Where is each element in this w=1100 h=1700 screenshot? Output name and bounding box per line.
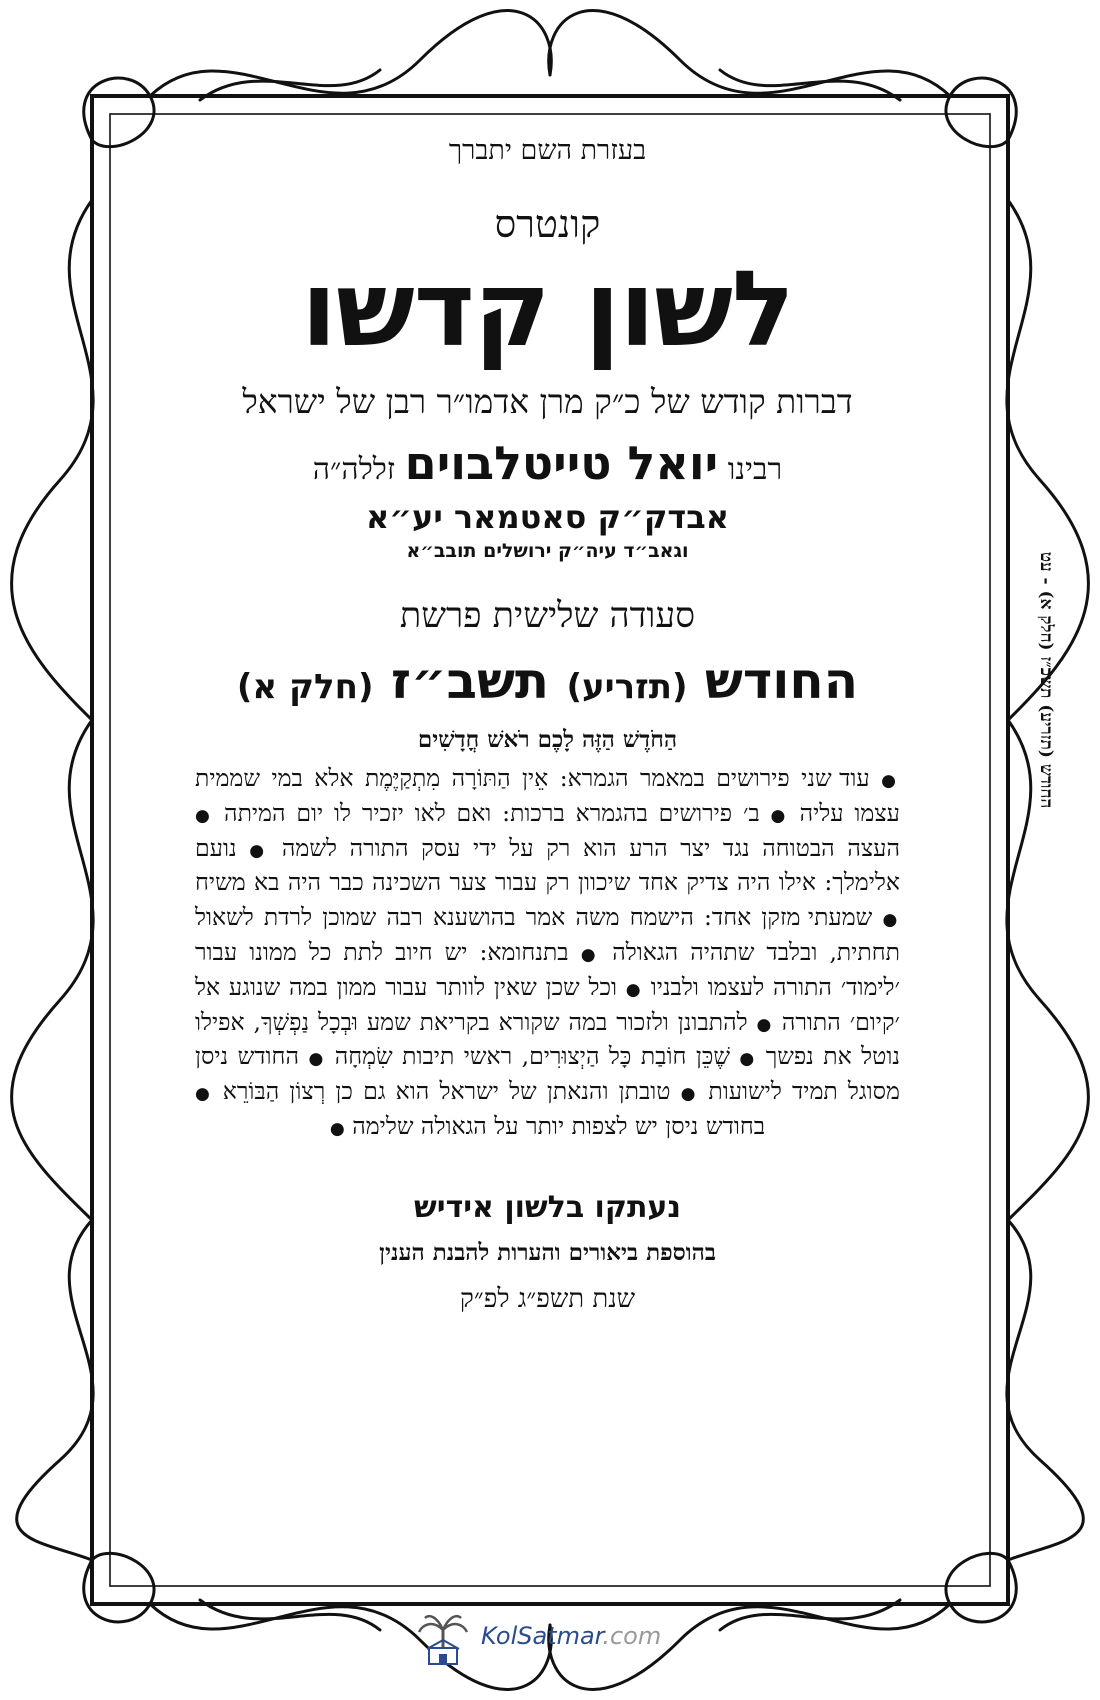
author-title-jerusalem: וגאב״ד עיה״ק ירושלים תובב״א xyxy=(406,540,689,563)
summary-bullet: ● xyxy=(756,1014,773,1035)
translated-note: נעתקו בלשון אידיש xyxy=(413,1189,682,1225)
summary-item: שֶׁכֵּן חוֹבַת כָּל הַיְצוּרִים, ראשי תיבות שִׂמְחָה xyxy=(334,1042,730,1071)
author-title-satmar: אבדק״ק סאטמאר יע״א xyxy=(366,498,729,537)
parsha-heading xyxy=(185,652,910,710)
summary-bullet: ● xyxy=(308,1049,326,1070)
occasion: סעודה שלישית פרשת xyxy=(399,596,696,637)
summary-bullet: ● xyxy=(770,805,789,826)
author-suffix: זללה״ה xyxy=(312,452,396,488)
summary-item: בתנחומא: יש חיוב לתת כל ממונו עבור ׳לימוד׳ התורה לעצמו ולבניו xyxy=(195,938,900,1001)
parsha-name: החודש xyxy=(704,652,859,711)
additions-note: בהוספת ביאורים והערות להבנת הענין xyxy=(379,1238,716,1266)
publication-year: שנת תשפ״ג לפ״ק xyxy=(459,1283,636,1314)
title-page-content xyxy=(185,135,910,1314)
kuntres-label: קונטרס xyxy=(494,202,601,246)
summary-bullet: ● xyxy=(580,945,601,966)
main-title: לשון קדשו xyxy=(301,248,794,370)
summary-item: נועם אלימלך: אילו היה צדיק אחד שיכוון רק עבור צער השכינה כבר היה בא משיח xyxy=(195,833,900,897)
summary-item: טובתן והנאתן של ישראל הוא גם כן רְצוֹן הַבּוֹרֵא xyxy=(222,1077,671,1106)
palm-tree-house-icon xyxy=(415,1612,471,1668)
summary-item: החודש ניסן מסוגל תמיד לישועות xyxy=(195,1042,900,1106)
summary-bullet: ● xyxy=(195,805,214,826)
dedication: בעזרת השם יתברך xyxy=(448,135,647,166)
side-page-note: החודש (תזריע) תשכ״ז (חלק א) - עט xyxy=(1036,551,1056,809)
summary-item: שמעתי מזקן אחד: הישמח משה אמר בהושענא רבה שמוכן לרדת לשאול תחתית, ובלבד שתהיה הגאולה xyxy=(195,903,900,967)
summary-bullet: ● xyxy=(680,1084,699,1105)
summary-item: להתבונן ולזכור במה שקורא בקריאת שמע וּבְכָל נַפְשְׁךָ, אפילו נוטל את נפשך xyxy=(195,1007,900,1071)
kolsatmar-logo[interactable] xyxy=(415,1612,695,1668)
part-label: (חלק א) xyxy=(236,667,374,708)
year: תשב״ז xyxy=(390,652,550,711)
summary-bullet: ● xyxy=(195,1084,213,1105)
summary-bullet: ● xyxy=(882,910,900,931)
author-line xyxy=(185,436,910,490)
summary-bullet: ● xyxy=(739,1049,757,1070)
summary-item: בחודש ניסן יש לצפות יותר על הגאולה שלימה xyxy=(352,1111,766,1140)
author-intro: דברות קודש של כ״ק מרן אדמו״ר רבן של ישראל xyxy=(242,382,853,422)
summary-bullet: ● xyxy=(249,840,270,861)
topic-summary xyxy=(185,761,910,1143)
parsha-alt: (תזריע) xyxy=(566,667,688,708)
logo-wordmark xyxy=(481,1622,661,1650)
logo-brand: KolSatmar xyxy=(481,1622,603,1650)
summary-item: ב׳ פירושים בהגמרא ברכות: ואם לאו יזכיר לו יום המיתה xyxy=(224,798,760,827)
summary-bullet: ● xyxy=(881,771,900,792)
author-name: יואל טייטלבוים xyxy=(404,436,719,491)
summary-item: וכל שכן שאין לוותר עבור ממון במה שנוגע אל ׳קיום׳ התורה xyxy=(195,972,900,1036)
summary-bullet: ● xyxy=(329,1118,345,1139)
summary-item: העצה הבטוחה נגד יצר הרע הוא רק על ידי עסק התורה לשמה xyxy=(281,833,900,862)
summary-bullet: ● xyxy=(625,979,642,1000)
logo-tld: .com xyxy=(602,1622,662,1650)
verse: הַחֹדֶשׁ הַזֶּה לָכֶם רֹאשׁ חֳדָשִׁים xyxy=(417,726,678,754)
summary-item: עוד שני פירושים במאמר הגמרא: אֵין הַתּוֹרָה מִתְקַיֶּמֶת אלא במי שממית עצמו עליה xyxy=(195,764,900,827)
rabbeinu-label: רבינו xyxy=(727,452,783,488)
